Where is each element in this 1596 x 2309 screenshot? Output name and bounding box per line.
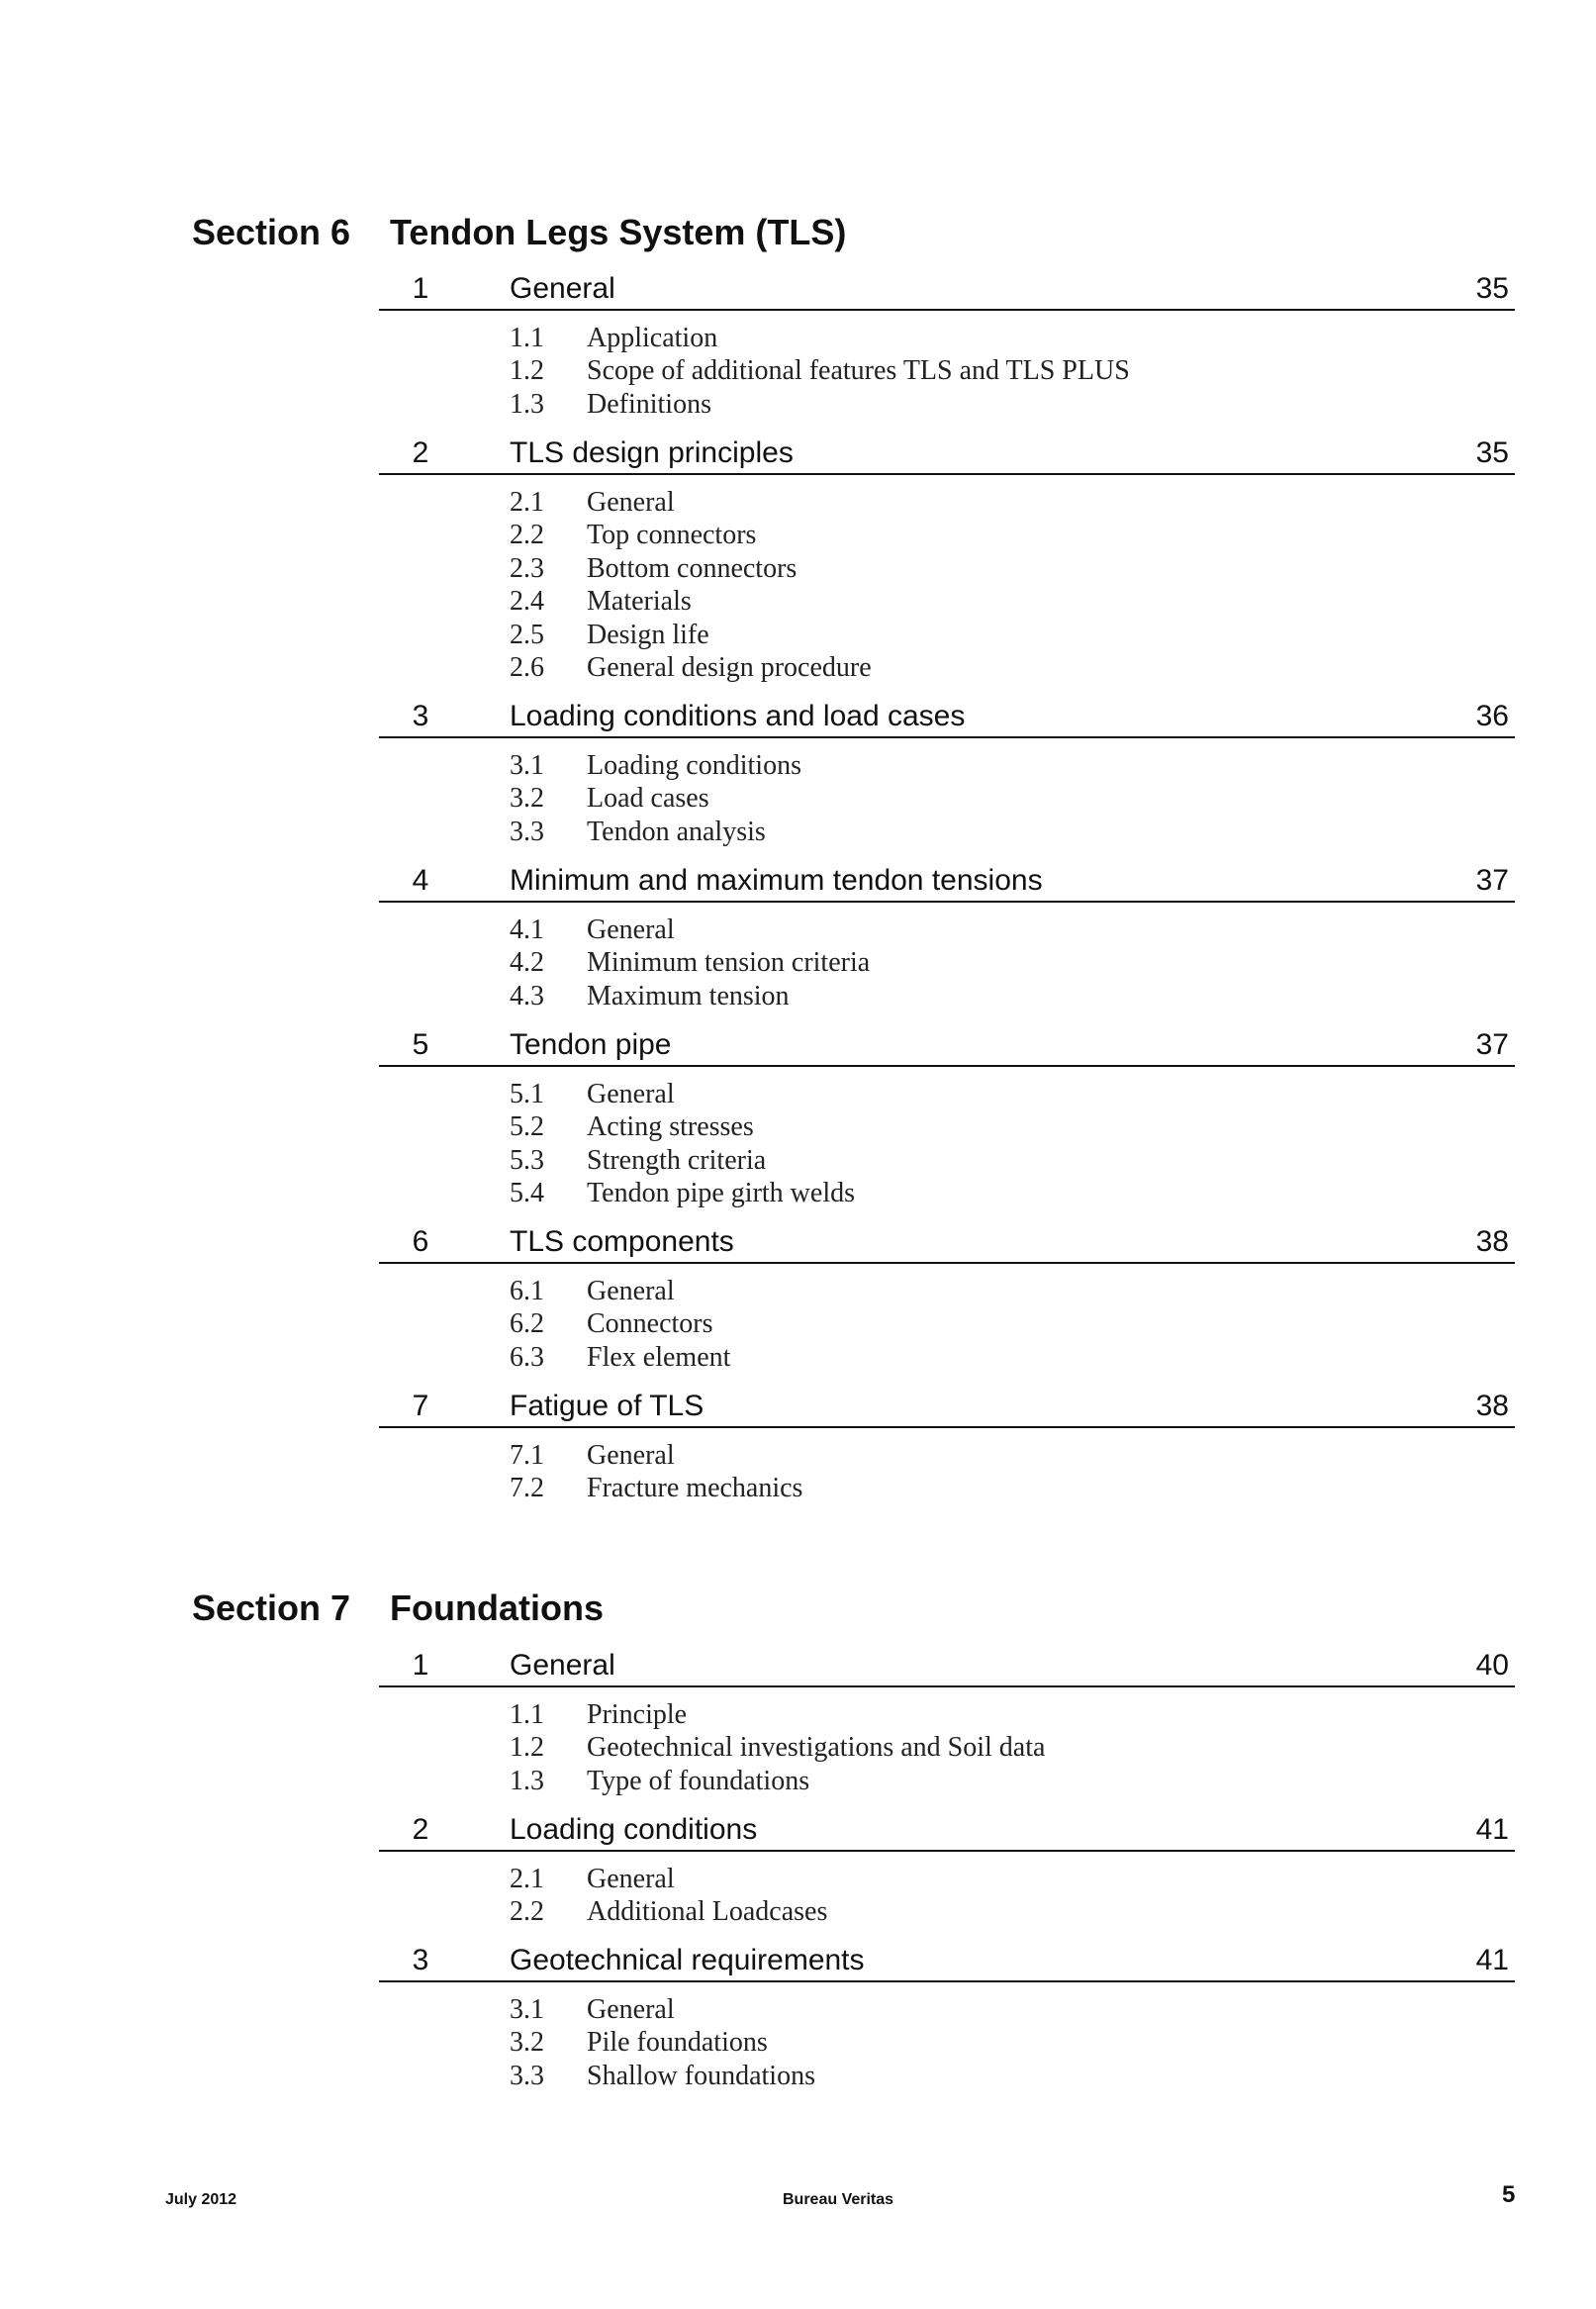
subsection-title[interactable]: Minimum tension criteria — [587, 947, 871, 978]
subsection-number: 2.6 — [510, 652, 544, 683]
article-number: 6 — [412, 1225, 429, 1258]
article-title[interactable]: Tendon pipe — [510, 1028, 672, 1061]
article-title[interactable]: Loading conditions and load cases — [510, 700, 966, 732]
article-heading[interactable] — [379, 1026, 1515, 1067]
footer-page-number: 5 — [1502, 2181, 1516, 2208]
article-page[interactable]: 38 — [1475, 1225, 1509, 1258]
subsection-number: 5.2 — [510, 1111, 544, 1142]
section-label: Section 6 — [192, 212, 351, 252]
article-heading[interactable] — [379, 1223, 1515, 1264]
subsection-number: 1.1 — [510, 323, 544, 353]
subsection-title[interactable]: General — [587, 1276, 675, 1306]
section-title: Foundations — [390, 1587, 604, 1628]
subsection-title[interactable]: Application — [587, 323, 718, 353]
subsection-number: 3.1 — [510, 1994, 544, 2025]
article-number: 3 — [412, 1944, 429, 1976]
subsection-title[interactable]: Geotechnical investigations and Soil data — [587, 1732, 1046, 1763]
subsection-number: 3.3 — [510, 2061, 544, 2091]
subsection-number: 2.4 — [510, 586, 544, 617]
subsection-number: 1.2 — [510, 355, 544, 386]
subsection-number: 4.2 — [510, 947, 544, 978]
subsection-title[interactable]: Load cases — [587, 783, 709, 814]
subsection-number: 2.1 — [510, 487, 544, 518]
subsection-title[interactable]: Strength criteria — [587, 1145, 767, 1176]
subsection-number: 3.1 — [510, 750, 544, 781]
article-heading[interactable] — [379, 1647, 1515, 1687]
subsection-title[interactable]: General — [587, 1079, 675, 1109]
article-title[interactable]: General — [510, 272, 615, 305]
article-title[interactable]: TLS components — [510, 1225, 734, 1258]
subsection-number: 1.3 — [510, 1766, 544, 1796]
subsection-title[interactable]: Flex element — [587, 1342, 731, 1373]
subsection-title[interactable]: General — [587, 1440, 675, 1471]
subsection-title[interactable]: General — [587, 1994, 675, 2025]
subsection-number: 5.1 — [510, 1079, 544, 1109]
article-heading[interactable] — [379, 1942, 1515, 1982]
article-page[interactable]: 37 — [1475, 1028, 1509, 1061]
subsection-title[interactable]: Tendon pipe girth welds — [587, 1178, 855, 1208]
subsection-number: 7.1 — [510, 1440, 544, 1471]
subsection-number: 2.3 — [510, 553, 544, 584]
subsection-title[interactable]: Scope of additional features TLS and TLS PLUS — [587, 355, 1130, 386]
subsection-number: 5.4 — [510, 1178, 544, 1208]
article-heading[interactable] — [379, 862, 1515, 903]
subsection-number: 1.1 — [510, 1699, 544, 1730]
article-page[interactable]: 41 — [1475, 1813, 1509, 1846]
subsection-title[interactable]: Connectors — [587, 1308, 713, 1339]
subsection-title[interactable]: Type of foundations — [587, 1766, 810, 1796]
article-number: 2 — [412, 1813, 429, 1846]
subsection-title[interactable]: General — [587, 1864, 675, 1894]
article-heading[interactable] — [379, 1811, 1515, 1852]
article-page[interactable]: 37 — [1475, 864, 1509, 897]
subsection-number: 3.3 — [510, 817, 544, 847]
subsection-number: 7.2 — [510, 1473, 544, 1503]
subsection-title[interactable]: Tendon analysis — [587, 817, 766, 847]
subsection-number: 5.3 — [510, 1145, 544, 1176]
article-title[interactable]: Geotechnical requirements — [510, 1944, 865, 1976]
subsection-number: 3.2 — [510, 783, 544, 814]
article-number: 1 — [412, 1649, 429, 1682]
article-title[interactable]: Minimum and maximum tendon tensions — [510, 864, 1043, 897]
subsection-title[interactable]: Definitions — [587, 389, 711, 420]
subsection-number: 2.2 — [510, 1896, 544, 1927]
subsection-title[interactable]: Design life — [587, 620, 709, 650]
subsection-title[interactable]: Materials — [587, 586, 692, 617]
article-heading[interactable] — [379, 434, 1515, 475]
article-number: 1 — [412, 272, 429, 305]
subsection-title[interactable]: Principle — [587, 1699, 688, 1730]
subsection-number: 4.3 — [510, 981, 544, 1011]
subsection-title[interactable]: Bottom connectors — [587, 553, 798, 584]
subsection-number: 1.2 — [510, 1732, 544, 1763]
footer-date: July 2012 — [165, 2191, 237, 2208]
subsection-title[interactable]: General — [587, 487, 675, 518]
subsection-title[interactable]: Fracture mechanics — [587, 1473, 803, 1503]
subsection-title[interactable]: Pile foundations — [587, 2027, 768, 2058]
subsection-title[interactable]: Acting stresses — [587, 1111, 754, 1142]
article-number: 4 — [412, 864, 429, 897]
article-title[interactable]: TLS design principles — [510, 436, 794, 469]
article-page[interactable]: 38 — [1475, 1390, 1509, 1422]
article-title[interactable]: Fatigue of TLS — [510, 1390, 704, 1422]
section-label: Section 7 — [192, 1587, 351, 1628]
subsection-number: 6.3 — [510, 1342, 544, 1373]
article-page[interactable]: 35 — [1475, 272, 1509, 305]
subsection-title[interactable]: Top connectors — [587, 520, 757, 550]
article-page[interactable]: 41 — [1475, 1944, 1509, 1976]
subsection-number: 4.1 — [510, 914, 544, 945]
subsection-number: 2.5 — [510, 620, 544, 650]
article-title[interactable]: Loading conditions — [510, 1813, 758, 1846]
subsection-number: 6.1 — [510, 1276, 544, 1306]
subsection-number: 2.2 — [510, 520, 544, 550]
article-page[interactable]: 36 — [1475, 700, 1509, 732]
article-page[interactable]: 35 — [1475, 436, 1509, 469]
article-title[interactable]: General — [510, 1649, 615, 1682]
section-title: Tendon Legs System (TLS) — [390, 212, 847, 252]
subsection-title[interactable]: General — [587, 914, 675, 945]
article-number: 3 — [412, 700, 429, 732]
subsection-title[interactable]: Additional Loadcases — [587, 1896, 828, 1927]
article-heading[interactable] — [379, 270, 1515, 311]
subsection-title[interactable]: Maximum tension — [587, 981, 790, 1011]
article-number: 2 — [412, 436, 429, 469]
article-number: 7 — [412, 1390, 429, 1422]
subsection-number: 3.2 — [510, 2027, 544, 2058]
subsection-title[interactable]: Loading conditions — [587, 750, 801, 781]
footer-publisher: Bureau Veritas — [783, 2191, 894, 2208]
article-heading[interactable] — [379, 1388, 1515, 1428]
subsection-number: 1.3 — [510, 389, 544, 420]
article-page[interactable]: 40 — [1475, 1649, 1509, 1682]
subsection-title[interactable]: Shallow foundations — [587, 2061, 815, 2091]
subsection-title[interactable]: General design procedure — [587, 652, 872, 683]
subsection-number: 2.1 — [510, 1864, 544, 1894]
article-number: 5 — [412, 1028, 429, 1061]
subsection-number: 6.2 — [510, 1308, 544, 1339]
article-heading[interactable] — [379, 698, 1515, 738]
